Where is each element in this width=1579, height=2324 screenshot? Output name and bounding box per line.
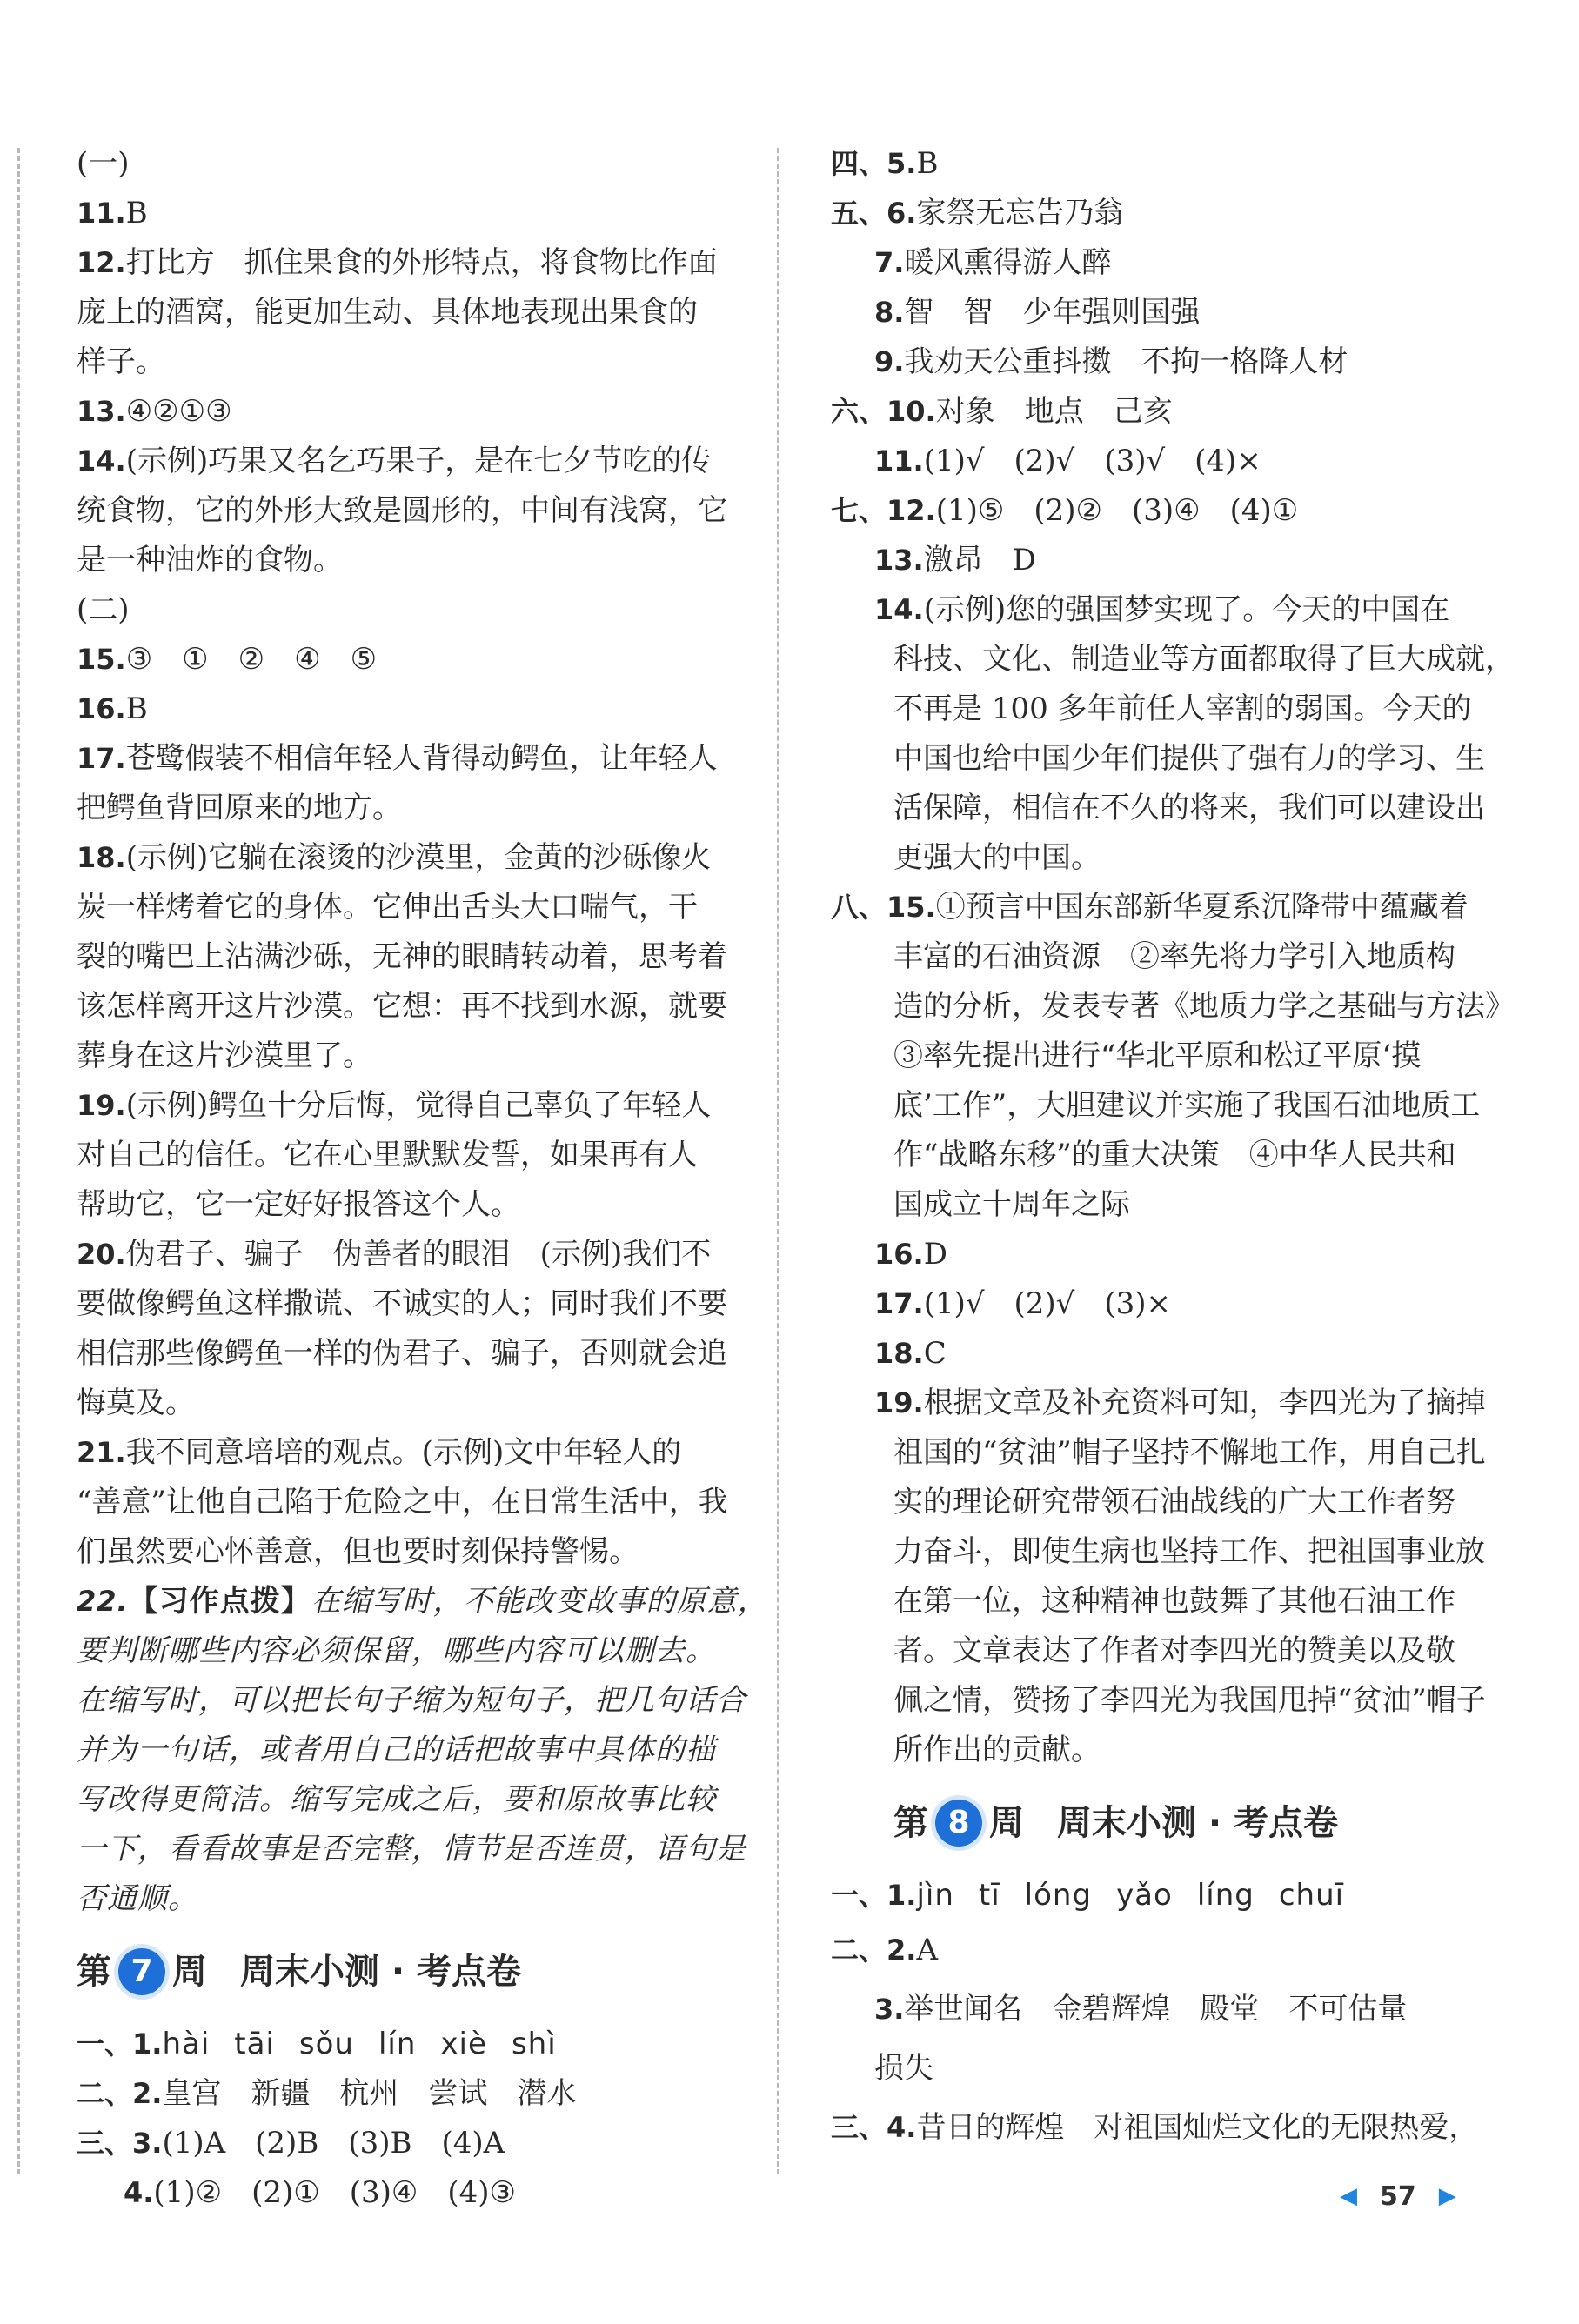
week-heading: [77, 1924, 725, 2020]
answer-line: [77, 982, 725, 1032]
answer-text: 更强大的中国。: [893, 840, 1101, 875]
answer-text: B: [125, 691, 148, 726]
answer-line: [77, 883, 725, 932]
heading-title: 周末小测 · 考点卷: [240, 1952, 522, 1992]
answer-text: 中国也给中国少年们提供了强有力的学习、生: [893, 741, 1485, 776]
note-text: 一下，看看故事是否完整，情节是否连贯，语句是: [77, 1832, 746, 1867]
pinyin-syllable: jìn: [916, 1878, 954, 1913]
answer-line: [77, 635, 725, 685]
pinyin-syllable: líng: [1196, 1878, 1255, 1913]
answer-line: [831, 982, 1515, 1032]
answer-line: [77, 784, 725, 833]
heading-suffix: 周: [172, 1952, 207, 1992]
answer-text: 是一种油炸的食物。: [77, 543, 343, 578]
answer-text: 祖国的“贫油”帽子坚持不懈地工作，用自己扎: [893, 1435, 1486, 1470]
answer-text: 把鳄鱼背回原来的地方。: [77, 791, 402, 825]
answer-text: 样子。: [77, 344, 165, 379]
answer-text: 帮助它，它一定好好报答这个人。: [77, 1187, 520, 1222]
answer-text: ③率先提出进行“华北平原和松辽平原‘摸: [893, 1038, 1422, 1073]
question-number: 15.: [887, 891, 936, 924]
note-line: [77, 1825, 746, 1874]
answer-line: [831, 2098, 1501, 2157]
answer-text: ④②①③: [125, 394, 232, 429]
pinyin-list: [162, 2027, 556, 2061]
question-number: 14.: [77, 444, 126, 477]
answer-text: (示例)巧果又名乞巧果子，是在七夕节吃的传: [125, 444, 712, 478]
answer-line: [831, 1279, 1501, 1329]
answer-text: 科技、文化、制造业等方面都取得了巨大成就，: [893, 642, 1515, 677]
answer-line: [831, 833, 1501, 883]
answer-text: 打比方 抓住果食的外形特点，将食物比作面: [125, 245, 718, 280]
note-line: [77, 1626, 725, 1676]
answer-line: [77, 536, 725, 585]
left-margin-divider: [17, 148, 20, 2174]
answer-text: 悔莫及。: [77, 1386, 195, 1420]
question-number: 7.: [874, 246, 905, 279]
answer-line: [831, 486, 1501, 536]
question-number: 11.: [77, 197, 126, 230]
section-label: 四、: [831, 147, 887, 180]
answer-line: [77, 486, 725, 536]
answer-text: (1)⑤ (2)② (3)④ (4)①: [935, 493, 1299, 528]
answer-line: [831, 536, 1501, 585]
question-number: 一、1.: [77, 2027, 163, 2060]
answer-text: 损失: [874, 2051, 933, 2086]
pinyin-syllable: tī: [978, 1878, 1000, 1913]
question-number: 12.: [887, 494, 936, 527]
question-number: 21.: [77, 1436, 126, 1469]
heading-prefix: 第: [77, 1952, 111, 1992]
pinyin-syllable: sǒu: [298, 2027, 354, 2061]
answer-text: 昔日的辉煌 对祖国灿烂文化的无限热爱，: [916, 2110, 1479, 2145]
question-number: 12.: [77, 246, 126, 279]
answer-line: [831, 2039, 1501, 2098]
question-number: 16.: [77, 692, 126, 725]
answer-line: [831, 437, 1501, 486]
answer-line: [77, 337, 725, 387]
answer-line: [831, 883, 1501, 932]
answer-text: “善意”让他自己陷于危险之中，在日常生活中，我: [77, 1485, 728, 1519]
answer-text: (示例)它躺在滚烫的沙漠里，金黄的沙砾像火: [125, 840, 712, 875]
answer-text: 活保障，相信在不久的将来，我们可以建设出: [893, 791, 1485, 825]
answer-text: 葬身在这片沙漠里了。: [77, 1038, 372, 1073]
note-text: 要判断哪些内容必须保留，哪些内容可以删去。: [77, 1633, 716, 1668]
answer-text: 要做像鳄鱼这样撒谎、不诚实的人；同时我们不要: [77, 1286, 727, 1321]
answer-text: 家祭无忘告乃翁: [916, 196, 1124, 230]
answer-line: [831, 932, 1501, 982]
answer-line: [77, 685, 725, 734]
answer-line: [77, 1131, 725, 1180]
answer-text: 统食物，它的外形大致是圆形的，中间有浅窝，它: [77, 493, 727, 528]
answer-line: [831, 337, 1501, 387]
question-number: 三、4.: [831, 2111, 917, 2144]
note-text: 在缩写时，可以把长句子缩为短句子，把几句话合: [77, 1683, 746, 1718]
answer-line: [831, 734, 1501, 784]
pinyin-syllable: chuī: [1278, 1878, 1345, 1913]
answer-line: [77, 833, 725, 883]
section-label: 七、: [831, 494, 887, 527]
answer-text: 庞上的酒窝，能更加生动、具体地表现出果食的: [77, 295, 698, 330]
question-number: 16.: [874, 1238, 924, 1271]
note-text: 并为一句话，或者用自己的话把故事中具体的描: [77, 1733, 716, 1767]
question-number: 8.: [874, 296, 905, 329]
note-line: [77, 1874, 725, 1924]
answer-text: 不再是 100 多年前任人宰割的弱国。今天的: [893, 691, 1472, 726]
answer-text: 裂的嘴巴上沾满沙砾，无神的眼睛转动着，思考着: [77, 939, 727, 974]
answer-line: [77, 288, 725, 337]
answer-text: (1)A (2)B (3)B (4)A: [162, 2126, 505, 2160]
question-number: 10.: [887, 395, 936, 428]
prev-page-icon[interactable]: ◀: [1340, 2183, 1357, 2209]
answer-text: (示例)您的强国梦实现了。今天的中国在: [923, 592, 1450, 627]
answer-text: B: [916, 146, 939, 181]
section-label: 六、: [831, 395, 887, 428]
answer-line: [831, 685, 1501, 734]
answer-text: 国成立十周年之际: [893, 1187, 1130, 1222]
answer-line: [831, 1527, 1501, 1577]
pinyin-syllable: lóng: [1024, 1878, 1093, 1913]
heading-title: 周末小测 · 考点卷: [1057, 1803, 1339, 1843]
answer-line: [831, 1577, 1501, 1626]
answer-line: [831, 1676, 1501, 1726]
answer-line: [831, 1329, 1501, 1379]
question-number: 11.: [874, 444, 924, 477]
section-label: 八、: [831, 891, 887, 924]
answer-text: 力奋斗，即使生病也坚持工作、把祖国事业放: [893, 1534, 1485, 1569]
heading-prefix: 第: [893, 1803, 928, 1843]
answer-text: (一): [77, 146, 130, 181]
question-number: 13.: [874, 544, 924, 577]
question-number: 二、2.: [831, 1933, 917, 1967]
pinyin-syllable: lín: [378, 2027, 417, 2061]
question-number: 22.: [77, 1585, 129, 1618]
writing-tip-note: [77, 1577, 768, 1924]
answer-text: (1)√ (2)√ (3)√ (4)×: [923, 444, 1261, 478]
column-divider: [777, 148, 779, 2174]
answer-line: [831, 139, 1501, 189]
page-footer: [1340, 2179, 1456, 2214]
question-number: 一、1.: [831, 1879, 917, 1912]
question-number: 19.: [77, 1089, 126, 1122]
week-number-badge: 7: [118, 1948, 165, 1995]
pinyin-list: [916, 1878, 1344, 1913]
answer-text: 者。文章表达了作者对李四光的赞美以及敬: [893, 1633, 1455, 1668]
week-number-badge: 8: [935, 1800, 982, 1847]
answer-text: (二): [77, 592, 130, 627]
answer-line: [831, 1626, 1501, 1676]
answer-line: [77, 734, 725, 784]
answer-text: D: [923, 1237, 947, 1272]
answer-text: 我不同意培培的观点。(示例)文中年轻人的: [125, 1435, 682, 1470]
answer-text: 所作出的贡献。: [893, 1733, 1101, 1767]
answer-text: 伪君子、骗子 伪善者的眼泪 (示例)我们不: [125, 1237, 712, 1272]
note-tag: 【习作点拨】: [128, 1584, 311, 1619]
answer-line: [77, 585, 725, 635]
pinyin-syllable: tāi: [234, 2027, 275, 2061]
answer-line: [77, 2119, 725, 2168]
right-column: [831, 139, 1515, 2157]
answer-text: ①预言中国东部新华夏系沉降带中蕴藏着: [935, 890, 1469, 925]
answer-text: 暖风熏得游人醉: [904, 245, 1112, 280]
answer-text: 举世闻名 金碧辉煌 殿堂 不可估量: [904, 1992, 1408, 2027]
question-number: 3.: [874, 1993, 905, 2026]
question-number: 19.: [874, 1386, 924, 1419]
answer-line: [831, 1428, 1501, 1478]
answer-text: (1)② (2)① (3)④ (4)③: [153, 2175, 516, 2210]
answer-line: [831, 1980, 1501, 2039]
pinyin-answer-line: [77, 2020, 725, 2069]
question-number: 9.: [874, 345, 905, 378]
answer-text: 对自己的信任。它在心里默默发誓，如果再有人: [77, 1138, 698, 1172]
pinyin-syllable: xiè: [440, 2027, 487, 2061]
heading-suffix: 周: [989, 1803, 1024, 1843]
answer-line: [77, 1279, 725, 1329]
answer-line: [831, 585, 1501, 635]
answer-line: [77, 1329, 725, 1379]
answer-line: [77, 238, 725, 288]
pinyin-syllable: shì: [511, 2027, 557, 2061]
answer-line: [77, 1379, 725, 1428]
question-number: 4.: [124, 2176, 154, 2209]
answer-text: 实的理论研究带领石油战线的广大工作者努: [893, 1485, 1455, 1519]
answer-line: [831, 1478, 1501, 1527]
answer-line: [77, 1527, 725, 1577]
answer-line: [831, 784, 1501, 833]
answer-text: (1)√ (2)√ (3)×: [923, 1286, 1171, 1321]
answer-line: [831, 635, 1515, 685]
week-heading: [831, 1775, 1501, 1871]
page-number: 57: [1380, 2180, 1416, 2212]
answer-text: 丰富的石油资源 ②率先将力学引入地质构: [893, 939, 1455, 974]
answer-line: [831, 1726, 1501, 1775]
answer-text: 苍鹭假装不相信年轻人背得动鳄鱼，让年轻人: [125, 741, 718, 776]
note-line: [77, 1775, 725, 1825]
question-number: 15.: [77, 643, 126, 676]
answer-line: [77, 189, 725, 238]
answer-text: 皇宫 新疆 杭州 尝试 潜水: [162, 2076, 577, 2111]
answer-line: [831, 1131, 1501, 1180]
question-number: 13.: [77, 395, 126, 428]
answer-line: [77, 2069, 725, 2119]
pinyin-syllable: hài: [162, 2027, 211, 2061]
pinyin-syllable: yǎo: [1116, 1878, 1173, 1913]
answer-line: [831, 288, 1501, 337]
answer-line: [77, 1180, 725, 1230]
answer-line: [77, 1081, 725, 1131]
answer-text: 根据文章及补充资料可知，李四光为了摘掉: [923, 1386, 1486, 1420]
answer-line: [77, 2168, 725, 2218]
answer-line: [831, 238, 1501, 288]
answer-text: 智 智 少年强则国强: [904, 295, 1201, 330]
note-line: [77, 1726, 725, 1775]
note-text: 写改得更简洁。缩写完成之后，要和原故事比较: [77, 1782, 716, 1817]
answer-line: [77, 387, 725, 437]
answer-line: [831, 1230, 1501, 1279]
answer-text: C: [923, 1336, 947, 1371]
answer-line: [831, 1081, 1501, 1131]
answer-text: 该怎样离开这片沙漠。它想：再不找到水源，就要: [77, 989, 727, 1024]
note-line: [77, 1577, 768, 1626]
answer-text: 们虽然要心怀善意，但也要时刻保持警惕。: [77, 1534, 639, 1569]
note-text: 在缩写时，不能改变故事的原意，: [311, 1584, 768, 1619]
answer-text: 造的分析，发表专著《地质力学之基础与方法》: [893, 989, 1515, 1024]
answer-text: 相信那些像鳄鱼一样的伪君子、骗子，否则就会追: [77, 1336, 727, 1371]
answer-line: [77, 139, 725, 189]
left-column: [77, 139, 768, 2218]
answer-line: [831, 1379, 1501, 1428]
answer-line: [831, 1032, 1501, 1081]
answer-text: 对象 地点 己亥: [935, 394, 1173, 429]
answer-line: [77, 1032, 725, 1081]
question-number: 17.: [77, 742, 126, 775]
answer-text: A: [916, 1933, 938, 1967]
answer-text: 作“战略东移”的重大决策 ④中华人民共和: [893, 1138, 1456, 1172]
answer-line: [77, 932, 725, 982]
answer-text: 佩之情，赞扬了李四光为我国甩掉“贫油”帽子: [893, 1683, 1486, 1718]
answer-line: [831, 189, 1501, 238]
question-number: 17.: [874, 1287, 924, 1320]
answer-line: [77, 1478, 728, 1527]
question-number: 6.: [887, 197, 917, 230]
answer-text: 在第一位，这种精神也鼓舞了其他石油工作: [893, 1584, 1455, 1619]
answer-text: 底’工作”，大胆建议并实施了我国石油地质工: [893, 1088, 1481, 1123]
question-number: 20.: [77, 1238, 126, 1271]
answer-text: 激昂 D: [923, 543, 1036, 578]
note-line: [77, 1676, 746, 1726]
answer-line: [831, 387, 1501, 437]
question-number: 5.: [887, 147, 917, 180]
answer-line: [831, 1920, 1501, 1980]
pinyin-answer-line: [831, 1871, 1501, 1920]
question-number: 三、3.: [77, 2127, 163, 2160]
answer-line: [77, 1230, 725, 1279]
answer-line: [831, 1180, 1501, 1230]
note-text: 否通顺。: [77, 1881, 198, 1916]
answer-text: 炭一样烤着它的身体。它伸出舌头大口喘气，干: [77, 890, 698, 925]
answer-text: 我劝天公重抖擞 不拘一格降人材: [904, 344, 1348, 379]
answer-line: [77, 437, 725, 486]
question-number: 二、2.: [77, 2077, 163, 2110]
next-page-icon[interactable]: ▶: [1438, 2183, 1456, 2209]
answer-text: (示例)鳄鱼十分后悔，觉得自己辜负了年轻人: [125, 1088, 712, 1123]
question-number: 18.: [874, 1337, 924, 1370]
question-number: 14.: [874, 593, 924, 626]
section-label: 五、: [831, 197, 887, 230]
question-number: 18.: [77, 841, 126, 874]
answer-line: [77, 1428, 725, 1478]
answer-text: ③ ① ② ④ ⑤: [125, 642, 378, 677]
answer-text: B: [125, 196, 148, 230]
